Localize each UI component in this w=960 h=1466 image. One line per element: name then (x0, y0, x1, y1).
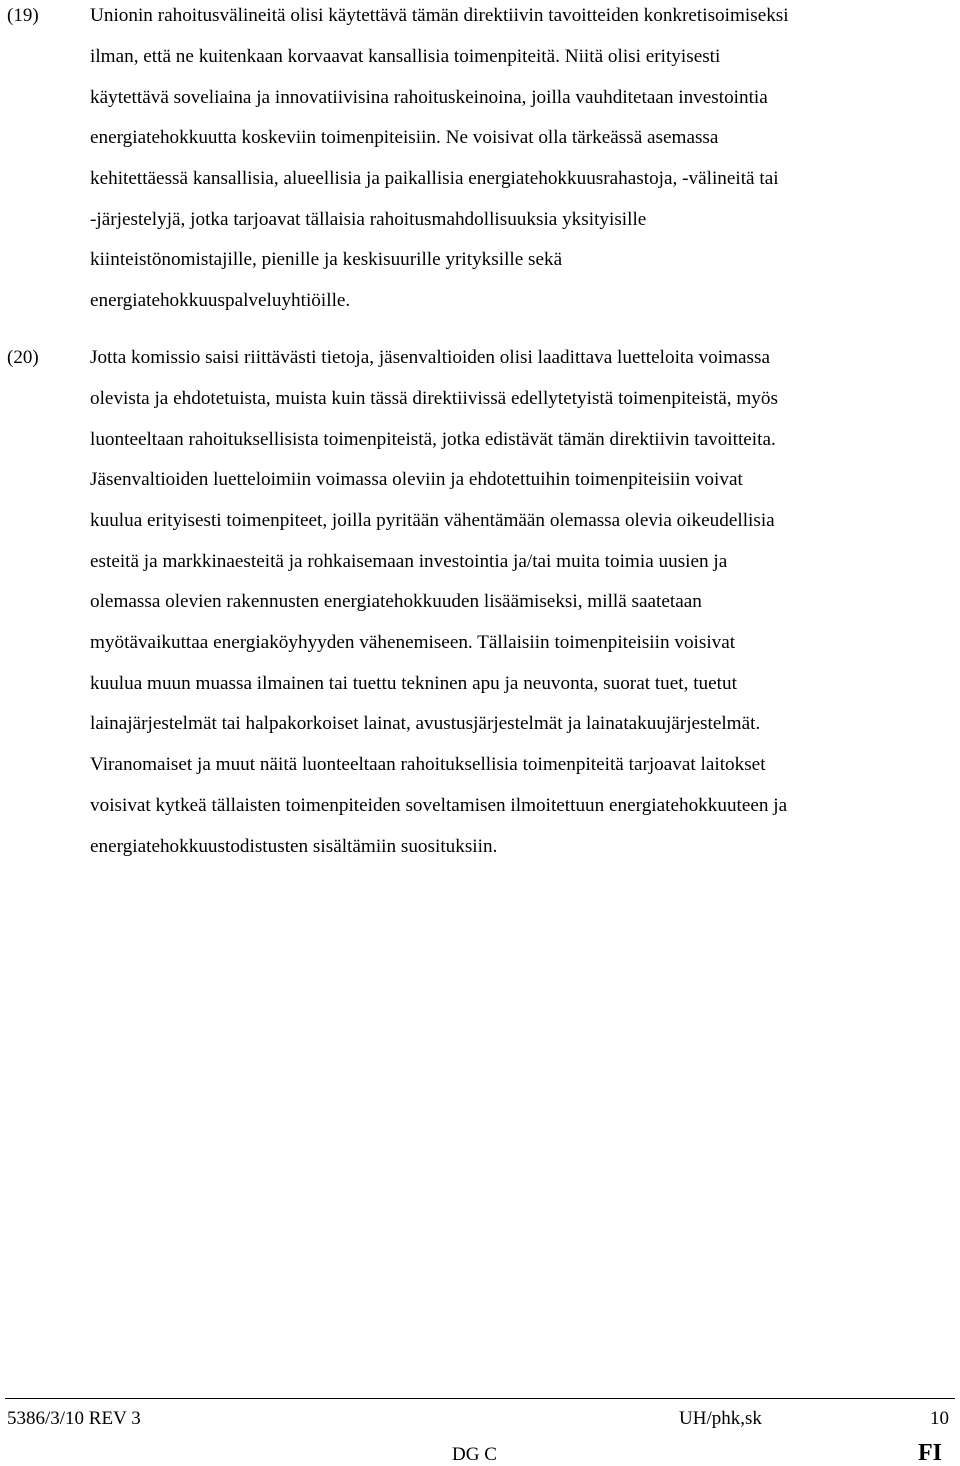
paragraph-line: lainajärjestelmät tai halpakorkoiset lainat, avustusjärjestelmät ja lainatakuujärjestelmät. (90, 713, 761, 734)
footer-language: FI (918, 1440, 942, 1466)
paragraph-line: käytettävä soveliaina ja innovatiivisina rahoituskeinoina, joilla vauhditetaan investointia (90, 87, 768, 108)
paragraph-line: kuulua muun muassa ilmainen tai tuettu tekninen apu ja neuvonta, suorat tuet, tuetut (90, 673, 737, 694)
paragraph-line: Unionin rahoitusvälineitä olisi käytettävä tämän direktiivin tavoitteiden konkretisoimiseksi (90, 5, 789, 26)
paragraph-number: (20) (7, 347, 39, 368)
paragraph-line: energiatehokkuuspalveluyhtiöille. (90, 290, 351, 311)
footer-rule (5, 1398, 955, 1399)
paragraph-line: Jäsenvaltioiden luetteloimiin voimassa oleviin ja ehdotettuihin toimenpiteisiin voivat (90, 469, 743, 490)
paragraph-line: -järjestelyjä, jotka tarjoavat tällaisia rahoitusmahdollisuuksia yksityisille (90, 209, 647, 230)
paragraph-line: ilman, että ne kuitenkaan korvaavat kansallisia toimenpiteitä. Niitä olisi erityisesti (90, 46, 721, 67)
paragraph-number: (19) (7, 5, 39, 26)
footer-initials: UH/phk,sk (679, 1408, 762, 1429)
paragraph-line: kuulua erityisesti toimenpiteet, joilla pyritään vähentämään olemassa olevia oikeudellisia (90, 510, 775, 531)
paragraph-line: Viranomaiset ja muut näitä luonteeltaan rahoituksellisia toimenpiteitä tarjoavat laitokset (90, 754, 766, 775)
footer-page-number: 10 (930, 1408, 949, 1429)
paragraph-line: energiatehokkuustodistusten sisältämiin suosituksiin. (90, 836, 498, 857)
paragraph-line: voisivat kytkeä tällaisten toimenpiteiden soveltamisen ilmoitettuun energiatehokkuuteen ja (90, 795, 788, 816)
paragraph-line: olemassa olevien rakennusten energiatehokkuuden lisäämiseksi, millä saatetaan (90, 591, 702, 612)
paragraph-line: Jotta komissio saisi riittävästi tietoja, jäsenvaltioiden olisi laadittava luetteloita voimassa (90, 347, 770, 368)
paragraph-line: luonteeltaan rahoituksellisista toimenpiteistä, jotka edistävät tämän direktiivin tavoitteita. (90, 429, 776, 450)
paragraph-line: esteitä ja markkinaesteitä ja rohkaisemaan investointia ja/tai muita toimia uusien ja (90, 551, 728, 572)
paragraph-line: kiinteistönomistajille, pienille ja keskisuurille yrityksille sekä (90, 249, 563, 270)
footer-doc-ref: 5386/3/10 REV 3 (7, 1408, 141, 1429)
paragraph-line: energiatehokkuutta koskeviin toimenpiteisiin. Ne voisivat olla tärkeässä asemassa (90, 127, 719, 148)
paragraph-line: olevista ja ehdotetuista, muista kuin tässä direktiivissä edellytetyistä toimenpiteistä, myös (90, 388, 778, 409)
paragraph-line: kehitettäessä kansallisia, alueellisia ja paikallisia energiatehokkuusrahastoja, -välineitä tai (90, 168, 779, 189)
paragraph-line: myötävaikuttaa energiaköyhyyden vähenemiseen. Tällaisiin toimenpiteisiin voisivat (90, 632, 736, 653)
footer-dg: DG C (452, 1444, 497, 1465)
